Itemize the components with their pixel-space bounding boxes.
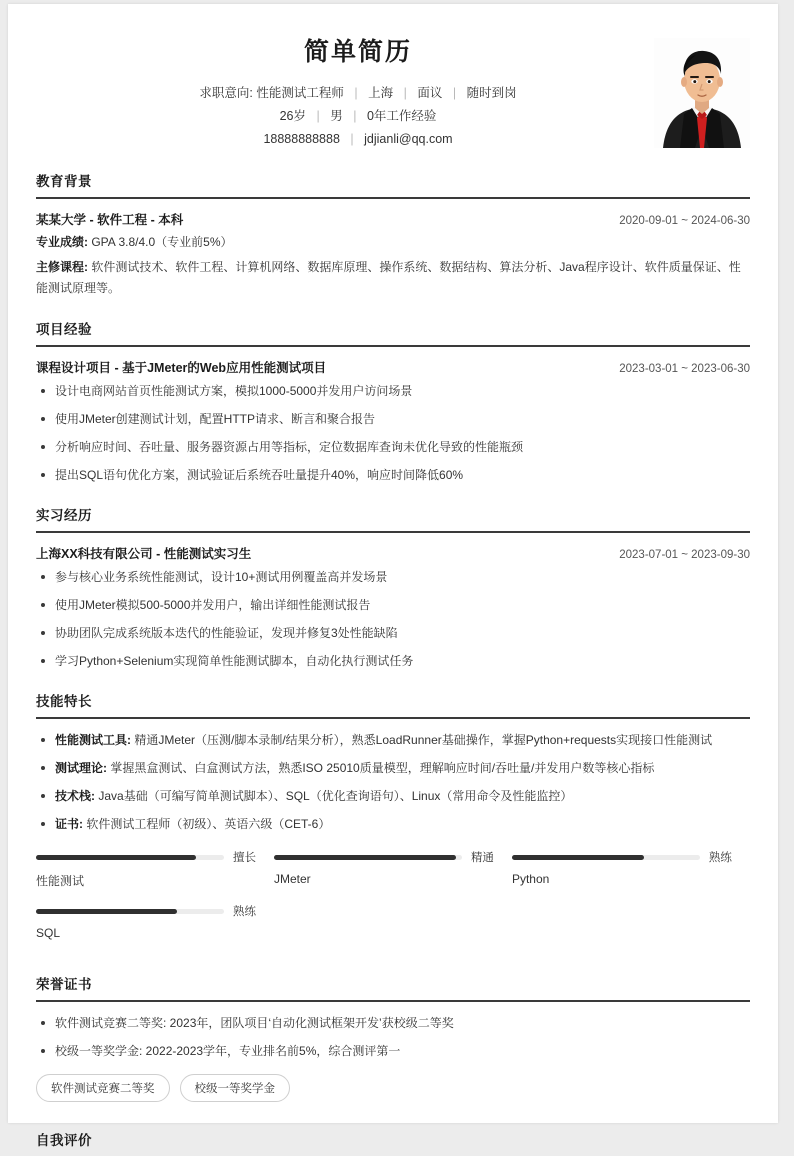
resume-header xyxy=(36,32,750,151)
skills-bullet-list xyxy=(36,731,750,834)
list-item: 参与核心业务系统性能测试，设计10+测试用例覆盖高并发场景 xyxy=(36,568,750,587)
education-entry-date: 2020-09-01 ~ 2024-06-30 xyxy=(619,215,750,227)
honors-bullet-list xyxy=(36,1014,750,1061)
section-title-internship: 实习经历 xyxy=(36,508,92,523)
list-item: 使用JMeter创建测试计划，配置HTTP请求、断言和聚合报告 xyxy=(36,410,750,429)
education-entry xyxy=(36,210,750,299)
skill-progress-fill xyxy=(36,909,177,914)
divider: | xyxy=(403,86,407,100)
internship-entry-date: 2023-07-01 ~ 2023-09-30 xyxy=(619,549,750,561)
project-bullet-list xyxy=(36,382,750,485)
skill-progress-track xyxy=(274,855,462,860)
list-item xyxy=(36,787,750,806)
skill-text: 软件测试工程师（初级）、英语六级（CET-6） xyxy=(86,817,331,831)
list-item: 使用JMeter模拟500-5000并发用户，输出详细性能测试报告 xyxy=(36,596,750,615)
skill-bar-row xyxy=(36,849,256,865)
divider: | xyxy=(350,132,354,146)
education-courses-value: 软件测试技术、软件工程、计算机网络、数据库原理、操作系统、数据结构、算法分析、Java程序设计、软件质量保证、性能测试原理等。 xyxy=(36,260,741,295)
education-courses-label: 主修课程: xyxy=(36,260,88,274)
section-self-evaluation xyxy=(36,1129,750,1156)
list-item xyxy=(36,731,750,750)
avatar xyxy=(654,38,750,148)
list-item xyxy=(36,759,750,778)
skill-bar-row xyxy=(36,903,256,919)
skill-progress-track xyxy=(36,909,224,914)
list-item: 提出SQL语句优化方案，测试验证后系统吞吐量提升40%，响应时间降低60% xyxy=(36,466,750,485)
list-item: 分析响应时间、吞吐量、服务器资源占用等指标，定位数据库查询未优化导致的性能瓶颈 xyxy=(36,438,750,457)
honor-tag[interactable]: 校级一等奖学金 xyxy=(180,1074,291,1102)
section-project xyxy=(36,318,750,485)
divider: | xyxy=(354,86,358,100)
education-entry-title: 某某大学 - 软件工程 - 本科 xyxy=(36,213,184,227)
age-text: 26岁 xyxy=(279,109,306,123)
skill-level-label: 精通 xyxy=(470,852,494,864)
internship-entry-title: 上海XX科技有限公司 - 性能测试实习生 xyxy=(36,547,252,561)
list-item: 学习Python+Selenium实现简单性能测试脚本，自动化执行测试任务 xyxy=(36,652,750,671)
skill-text: Java基础（可编写简单测试脚本）、SQL（优化查询语句）、Linux（常用命令及性能监控） xyxy=(98,789,573,803)
skill-text: 精通JMeter（压测/脚本录制/结果分析），熟悉LoadRunner基础操作，掌握Python+requests实现接口性能测试 xyxy=(134,733,713,747)
list-item: 校级一等奖学金: 2022-2023学年，专业排名前5%，综合测评第一 xyxy=(36,1042,750,1061)
gender-text: 男 xyxy=(330,109,343,123)
project-entry xyxy=(36,358,750,485)
section-divider xyxy=(36,717,750,719)
job-intent-position: 性能测试工程师 xyxy=(256,86,344,100)
honor-tag-list xyxy=(36,1074,750,1110)
internship-bullet-list xyxy=(36,568,750,671)
section-title-honors: 荣誉证书 xyxy=(36,977,92,992)
skill-name-label: SQL xyxy=(36,926,61,940)
section-honors xyxy=(36,973,750,1110)
skill-text: 掌握黑盒测试、白盒测试方法，熟悉ISO 25010质量模型，理解响应时间/吞吐量/并发用户数等核心指标 xyxy=(110,761,655,775)
skill-progress-track xyxy=(512,855,700,860)
basic-info-line xyxy=(36,105,750,128)
skill-name-label: Python xyxy=(511,872,550,886)
skill-bar-item xyxy=(36,849,274,889)
contact-info-line xyxy=(36,128,750,151)
job-intent-city: 上海 xyxy=(368,86,394,100)
entry-header xyxy=(36,358,750,376)
section-title-education: 教育背景 xyxy=(36,174,92,189)
skill-level-label: 熟练 xyxy=(232,906,256,918)
section-education xyxy=(36,170,750,299)
skill-bar-row xyxy=(274,849,494,865)
skill-label: 性能测试工具: xyxy=(55,733,131,747)
education-gpa-value: GPA 3.8/4.0（专业前5%） xyxy=(91,235,233,249)
skill-label: 测试理论: xyxy=(55,761,107,775)
entry-header xyxy=(36,544,750,562)
skill-progress-track xyxy=(36,855,224,860)
section-divider xyxy=(36,345,750,347)
honor-tag[interactable]: 软件测试竞赛二等奖 xyxy=(36,1074,170,1102)
list-item xyxy=(36,815,750,834)
skill-progress-fill xyxy=(512,855,644,860)
skill-bar-row xyxy=(512,849,732,865)
job-intent-label: 求职意向: xyxy=(199,86,253,100)
list-item: 设计电商网站首页性能测试方案，模拟1000-5000并发用户访问场景 xyxy=(36,382,750,401)
job-intent-salary: 面议 xyxy=(417,86,443,100)
section-divider xyxy=(36,197,750,199)
section-title-skills: 技能特长 xyxy=(36,694,92,709)
skill-level-label: 擅长 xyxy=(232,852,256,864)
divider: | xyxy=(353,109,357,123)
entry-header xyxy=(36,210,750,228)
resume-page xyxy=(8,4,778,1148)
section-divider xyxy=(36,531,750,533)
skill-bar-grid xyxy=(36,849,750,954)
list-item: 协助团队完成系统版本迭代的性能验证，发现并修复3处性能缺陷 xyxy=(36,624,750,643)
job-intent-availability: 随时到岗 xyxy=(466,86,517,100)
section-title-self-evaluation: 自我评价 xyxy=(36,1133,92,1148)
skill-name-label: JMeter xyxy=(273,872,311,886)
section-internship xyxy=(36,504,750,671)
avatar-illustration xyxy=(654,38,750,148)
skill-bar-item xyxy=(512,849,750,889)
project-entry-date: 2023-03-01 ~ 2023-06-30 xyxy=(619,363,750,375)
work-years-text: 0年工作经验 xyxy=(366,109,437,123)
education-courses-row xyxy=(36,257,750,299)
skill-progress-fill xyxy=(36,855,196,860)
section-divider xyxy=(36,1000,750,1002)
skill-bar-item xyxy=(274,849,512,889)
education-gpa-label: 专业成绩: xyxy=(36,235,88,249)
divider: | xyxy=(316,109,320,123)
project-entry-title: 课程设计项目 - 基于JMeter的Web应用性能测试项目 xyxy=(36,361,327,375)
skill-bar-item xyxy=(36,903,274,940)
page-title: 简单简历 xyxy=(303,38,412,66)
divider: | xyxy=(452,86,457,100)
job-intent-line xyxy=(36,82,750,105)
section-skills xyxy=(36,690,750,954)
internship-entry xyxy=(36,544,750,671)
skill-level-label: 熟练 xyxy=(708,852,732,864)
skill-label: 技术栈: xyxy=(55,789,95,803)
skill-progress-fill xyxy=(274,855,456,860)
list-item: 软件测试竞赛二等奖: 2023年，团队项目‘自动化测试框架开发’获校级二等奖 xyxy=(36,1014,750,1033)
section-title-project: 项目经验 xyxy=(36,322,92,337)
skill-name-label: 性能测试 xyxy=(36,874,85,888)
email-text[interactable]: jdjianli@qq.com xyxy=(364,132,453,146)
phone-text[interactable]: 18888888888 xyxy=(263,132,340,146)
skill-label: 证书: xyxy=(55,817,83,831)
education-gpa-row xyxy=(36,232,750,253)
